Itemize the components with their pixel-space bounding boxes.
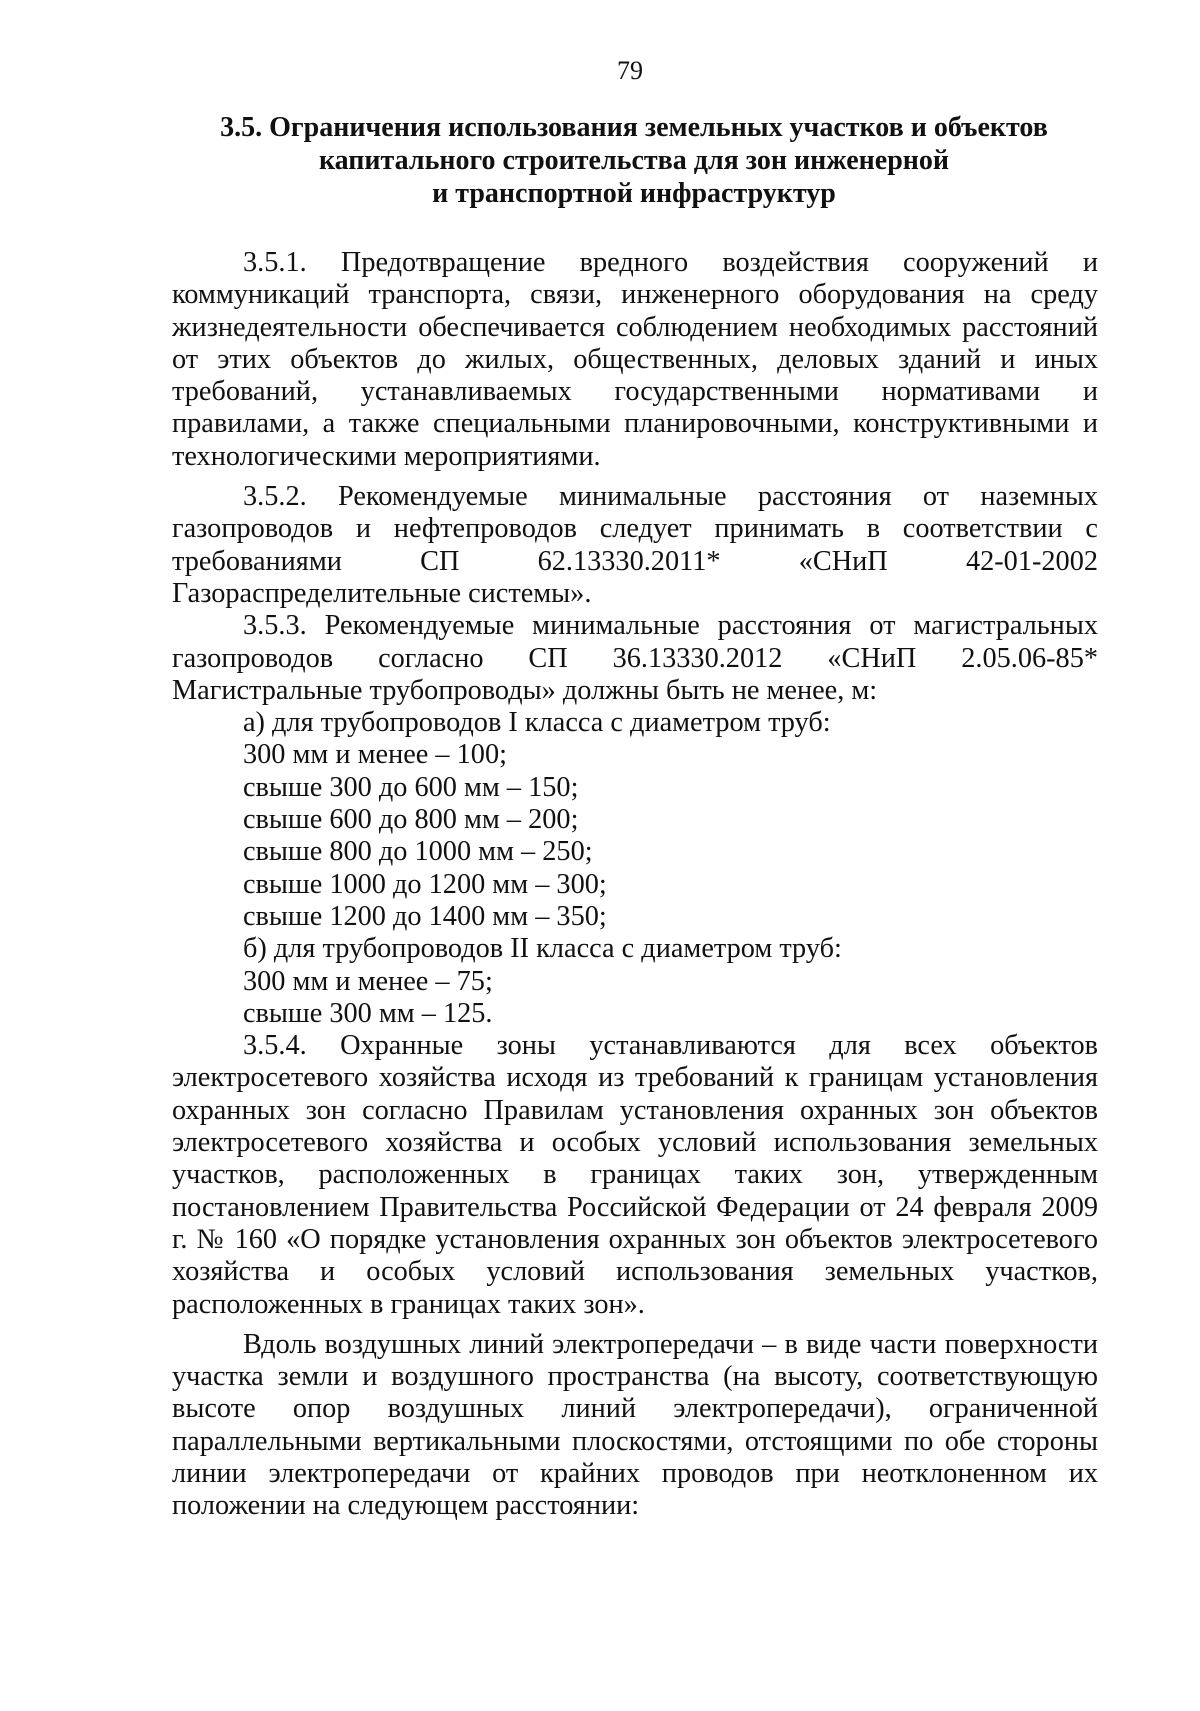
list-a-title: а) для трубопроводов I класса с диаметром труб: — [243, 707, 831, 739]
list-item: свыше 800 до 1000 мм – 250; — [243, 836, 593, 868]
list-item: свыше 600 до 800 мм – 200; — [243, 804, 579, 836]
list-item: свыше 300 до 600 мм – 150; — [243, 771, 579, 803]
list-item: 300 мм и менее – 100; — [243, 739, 507, 771]
document-body — [172, 247, 1098, 1523]
paragraph-3-5-3: 3.5.3. Рекомендуемые минимальные расстояния от магистральных газопроводов согласно СП 36.13330.2012 «СНиП 2.05.06-85* Магистральные трубопроводы» должны быть не менее, м: — [172, 610, 1098, 706]
heading-line: и транспортной инфраструктур — [432, 178, 836, 209]
list-item: свыше 1000 до 1200 мм – 300; — [243, 868, 607, 900]
list-b-title: б) для трубопроводов II класса с диаметром труб: — [243, 933, 842, 965]
paragraph-3-5-4: 3.5.4. Охранные зоны устанавливаются для всех объектов электросетевого хозяйства исходя из требований к границам установления охранных зон согласно Правилам установления охранных зон объектов электросетевого хозяйства и особых условий использования земельных участков, расположенных в границах таких зон, утвержденным постановлением Правительства Российской Федерации от 24 февраля 2009 г. № 160 «О порядке установления охранных зон объектов электросетевого хозяйства и особых условий использования земельных участков, расположенных в границах таких зон». — [172, 1030, 1098, 1320]
section-heading — [170, 111, 1098, 210]
heading-line: 3.5. Ограничения использования земельных участков и объектов — [220, 112, 1048, 143]
list-item: свыше 300 мм – 125. — [243, 997, 493, 1029]
page-number: 79 — [617, 56, 643, 85]
list-item: свыше 1200 до 1400 мм – 350; — [243, 900, 607, 932]
paragraph-overhead-lines: Вдоль воздушных линий электропередачи – в виде части поверхности участка земли и воздушного пространства (на высоту, соответствующую высоте опор воздушных линий электропередачи), ограниченной параллельными вертикальными плоскостями, отстоящими по обе стороны линии электропередачи от крайних проводов при неотклоненном их положении на следующем расстоянии: — [172, 1328, 1098, 1522]
paragraph-3-5-2: 3.5.2. Рекомендуемые минимальные расстояния от наземных газопроводов и нефтепроводов следует принимать в соответствии с требованиями СП 62.13330.2011* «СНиП 42-01-2002 Газораспределительные системы». — [172, 481, 1098, 609]
heading-line: капитального строительства для зон инженерной — [318, 145, 950, 176]
list-item: 300 мм и менее – 75; — [243, 965, 493, 997]
paragraph-3-5-1: 3.5.1. Предотвращение вредного воздействия сооружений и коммуникаций транспорта, связи, инженерного оборудования на среду жизнедеятельности обеспечивается соблюдением необходимых расстояний от этих объектов до жилых, общественных, деловых зданий и иных требований, устанавливаемых государственными нормативами и правилами, а также специальными планировочными, конструктивными и технологическими мероприятиями. — [172, 247, 1098, 472]
